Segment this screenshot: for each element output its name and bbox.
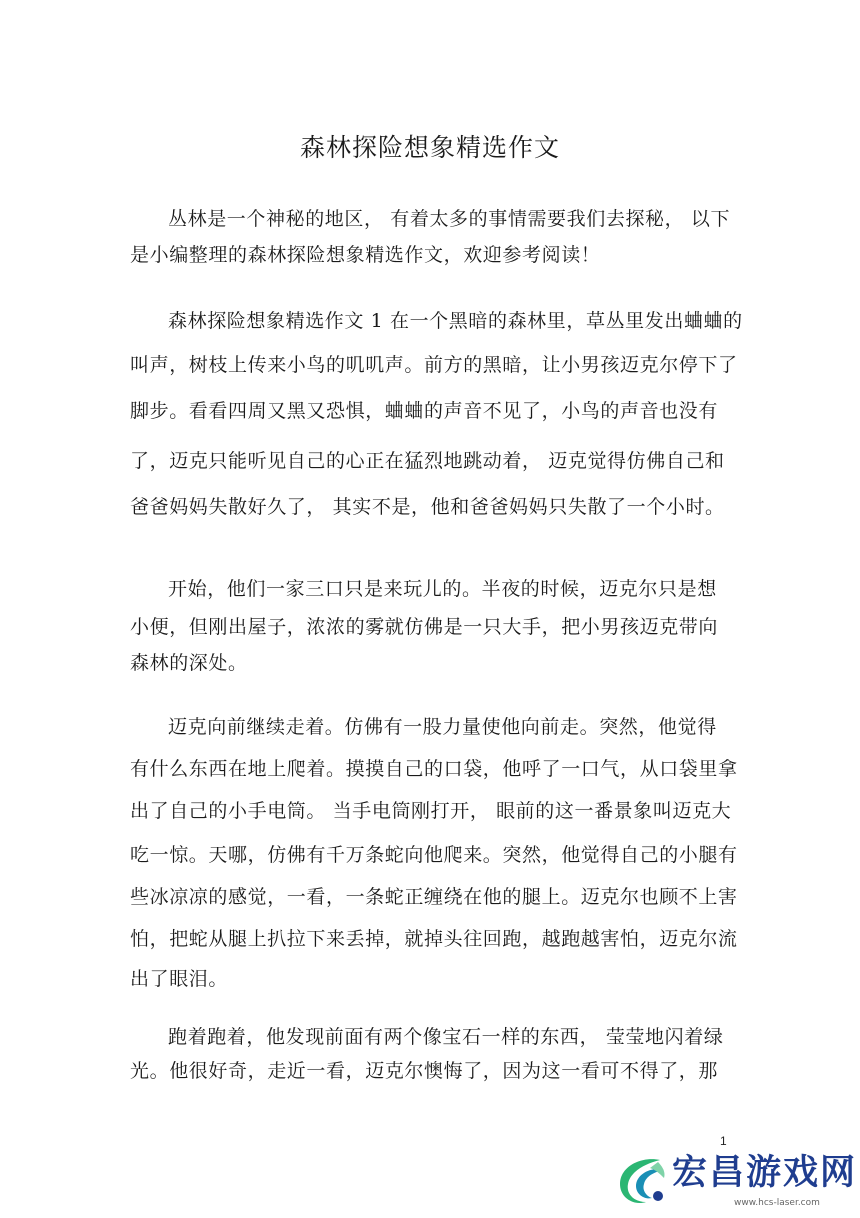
- paragraph-2-line-5: 爸爸妈妈失散好久了， 其实不是，他和爸爸妈妈只失散了一个小时。: [130, 496, 725, 518]
- paragraph-5-line-1: 跑着跑着，他发现前面有两个像宝石一样的东西， 莹莹地闪着绿: [168, 1026, 724, 1048]
- paragraph-4-line-2: 有什么东西在地上爬着。摸摸自己的口袋，他呼了一口气，从口袋里拿: [130, 758, 738, 780]
- paragraph-4-line-3: 出了自己的小手电筒。 当手电筒刚打开， 眼前的这一番景象叫迈克大: [130, 800, 732, 822]
- document-title: 森林探险想象精选作文: [299, 133, 560, 162]
- paragraph-4-line-5: 些冰凉凉的感觉，一看，一条蛇正缠绕在他的腿上。迈克尔也顾不上害: [130, 886, 738, 908]
- paragraph-3-line-1: 开始，他们一家三口只是来玩儿的。半夜的时候，迈克尔只是想: [168, 578, 717, 600]
- page-number: 1: [720, 1134, 727, 1148]
- paragraph-2-line-1: 森林探险想象精选作文 1 在一个黑暗的森林里，草丛里发出蛐蛐的: [168, 310, 743, 332]
- watermark-url: www.hcs-laser.com: [734, 1198, 820, 1208]
- paragraph-5-line-2: 光。他很好奇，走近一看，迈克尔懊悔了，因为这一看可不得了，那: [130, 1060, 719, 1082]
- paragraph-4-line-1: 迈克向前继续走着。仿佛有一股力量使他向前走。突然，他觉得: [168, 716, 717, 738]
- paragraph-4-line-4: 吃一惊。天哪，仿佛有千万条蛇向他爬来。突然，他觉得自己的小腿有: [130, 844, 738, 866]
- paragraph-2-line-2: 叫声，树枝上传来小鸟的叽叽声。前方的黑暗，让小男孩迈克尔停下了: [130, 354, 738, 376]
- watermark: [612, 1150, 858, 1212]
- paragraph-2-line-3: 脚步。看看四周又黑又恐惧，蛐蛐的声音不见了，小鸟的声音也没有: [130, 400, 719, 422]
- swirl-logo-icon: [612, 1152, 670, 1210]
- paragraph-2-line-4: 了，迈克只能听见自己的心正在猛烈地跳动着， 迈克觉得仿佛自己和: [130, 450, 725, 472]
- paragraph-1-line-2: 是小编整理的森林探险想象精选作文，欢迎参考阅读！: [130, 244, 601, 266]
- paragraph-3-line-2: 小便，但刚出屋子，浓浓的雾就仿佛是一只大手，把小男孩迈克带向: [130, 616, 719, 638]
- watermark-site-name: 宏昌游戏网: [672, 1153, 858, 1193]
- paragraph-4-line-6: 怕，把蛇从腿上扒拉下来丢掉，就掉头往回跑，越跑越害怕，迈克尔流: [130, 928, 738, 950]
- paragraph-3-line-3: 森林的深处。: [130, 652, 248, 674]
- paragraph-4-line-7: 出了眼泪。: [130, 968, 229, 990]
- paragraph-1-line-1: 丛林是一个神秘的地区， 有着太多的事情需要我们去探秘， 以下: [168, 208, 731, 230]
